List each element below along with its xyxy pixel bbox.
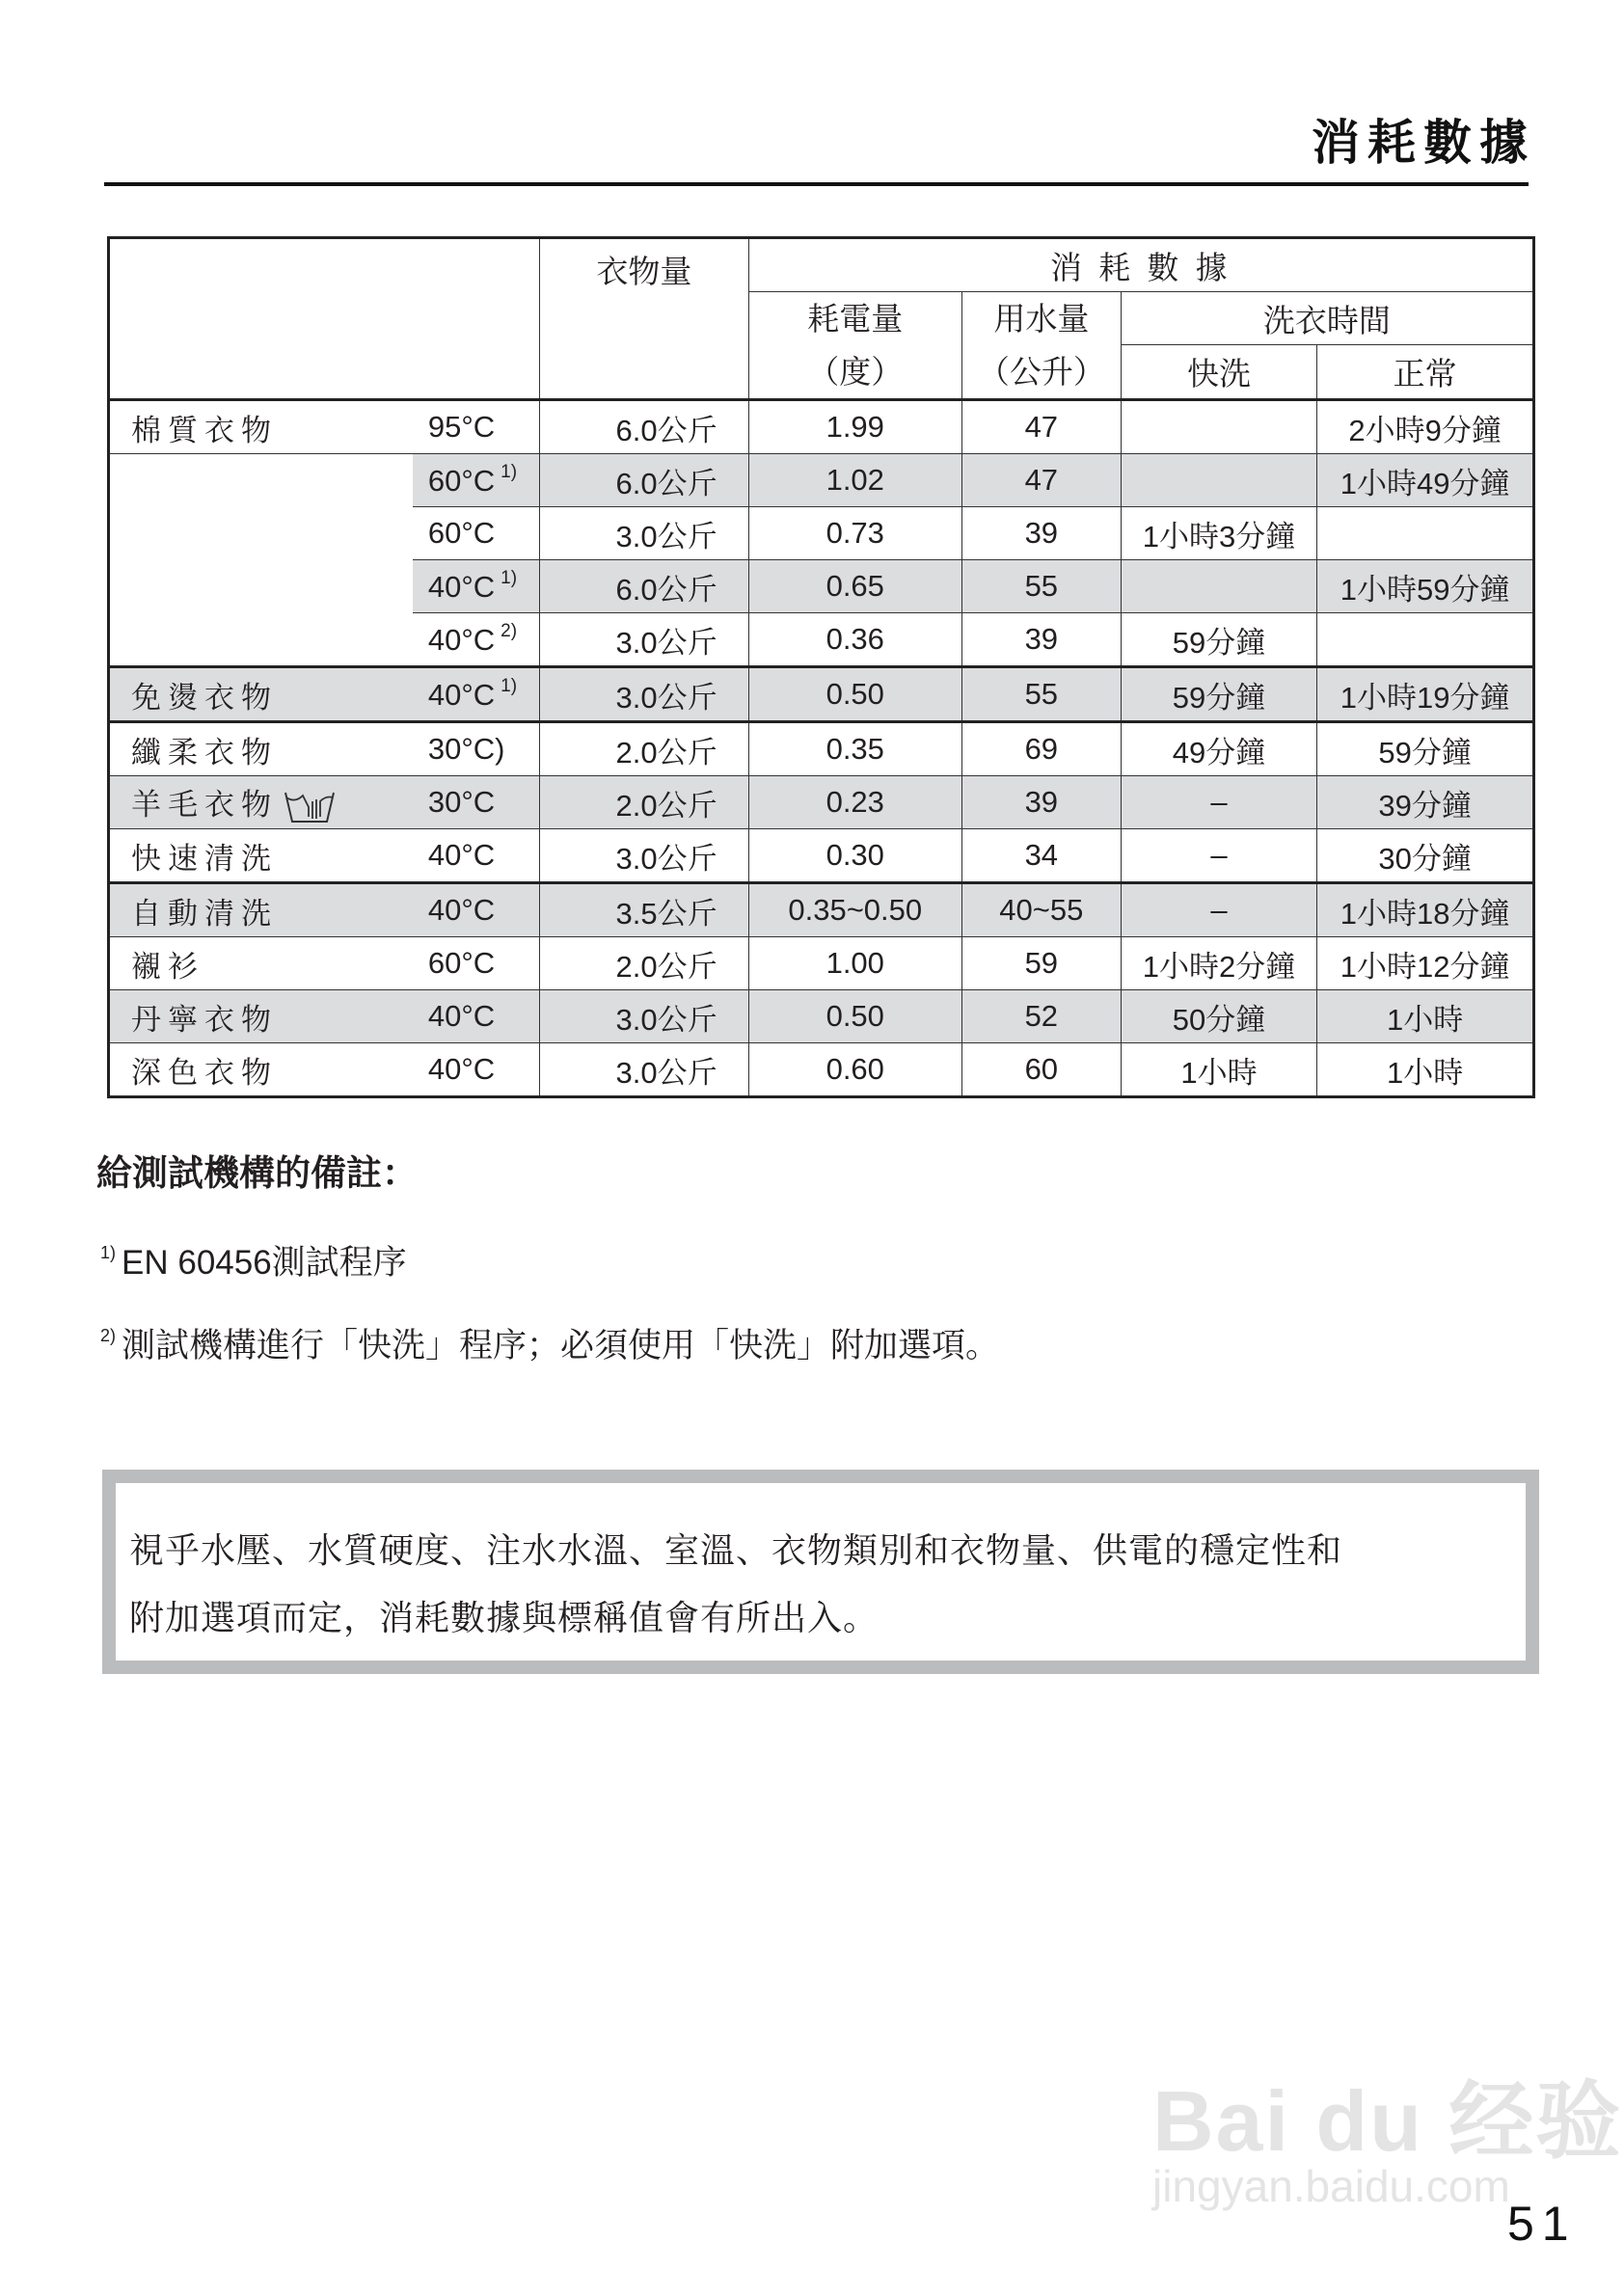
table-row xyxy=(109,400,1534,454)
temperature: 60°C $^{1)}$ xyxy=(413,454,540,507)
footnote-mark: 2) xyxy=(501,621,518,641)
normal-time xyxy=(1317,613,1534,667)
program-name: 纖柔衣物 xyxy=(109,722,413,776)
header-water xyxy=(961,292,1121,400)
hand-wash-icon xyxy=(284,790,336,824)
program-name: 襯衫 xyxy=(109,937,413,990)
baidu-watermark xyxy=(1152,2054,1623,2211)
quick-time: 1小時3分鐘 xyxy=(1121,507,1317,560)
header-energy xyxy=(748,292,961,400)
note-2-mark: 2) xyxy=(100,1326,117,1345)
quick-time: 59分鐘 xyxy=(1121,667,1317,722)
energy: 1.99 xyxy=(748,400,961,454)
temperature: 40°C xyxy=(413,1043,540,1097)
quick-time xyxy=(1121,454,1317,507)
load: 6.0公斤 xyxy=(540,454,748,507)
energy: 0.50 xyxy=(748,990,961,1043)
temperature: 40°C xyxy=(413,990,540,1043)
page-number: 51 xyxy=(1507,2197,1577,2251)
normal-time: 30分鐘 xyxy=(1317,829,1534,883)
header-normal: 正常 xyxy=(1317,345,1534,400)
program-name: 羊毛衣物 xyxy=(109,776,413,829)
footnote-mark: 1) xyxy=(501,462,518,482)
normal-time: 2小時9分鐘 xyxy=(1317,400,1534,454)
quick-time: – xyxy=(1121,883,1317,937)
program-name xyxy=(109,560,413,613)
temperature: 40°C xyxy=(413,829,540,883)
header-energy-unit: （度） xyxy=(807,354,904,390)
table-row xyxy=(109,1043,1534,1097)
program-name xyxy=(109,507,413,560)
load: 3.0公斤 xyxy=(540,667,748,722)
water: 39 xyxy=(961,776,1121,829)
energy: 0.60 xyxy=(748,1043,961,1097)
normal-time: 39分鐘 xyxy=(1317,776,1534,829)
table-row xyxy=(109,990,1534,1043)
normal-time: 1小時18分鐘 xyxy=(1317,883,1534,937)
temperature: 95°C xyxy=(413,400,540,454)
water: 34 xyxy=(961,829,1121,883)
energy: 0.36 xyxy=(748,613,961,667)
load: 6.0公斤 xyxy=(540,560,748,613)
header-water-unit: （公升） xyxy=(977,354,1105,390)
load: 3.5公斤 xyxy=(540,883,748,937)
footnote-mark: 1) xyxy=(501,568,518,588)
water: 39 xyxy=(961,507,1121,560)
water: 47 xyxy=(961,454,1121,507)
notes-heading: 給測試機構的備註： xyxy=(96,1153,418,1193)
watermark-logo: Bai du 经验 xyxy=(1152,2073,1623,2169)
normal-time: 1小時 xyxy=(1317,990,1534,1043)
table-row xyxy=(109,937,1534,990)
normal-time: 1小時 xyxy=(1317,1043,1534,1097)
load: 2.0公斤 xyxy=(540,776,748,829)
temperature: 40°C $^{1)}$ xyxy=(413,667,540,722)
energy: 1.02 xyxy=(748,454,961,507)
table-row xyxy=(109,667,1534,722)
program-name: 快速清洗 xyxy=(109,829,413,883)
water: 59 xyxy=(961,937,1121,990)
info-line-2: 附加選項而定，消耗數據與標稱值會有所出入。 xyxy=(129,1598,880,1637)
energy: 0.35~0.50 xyxy=(748,883,961,937)
temperature: 60°C xyxy=(413,507,540,560)
energy: 0.23 xyxy=(748,776,961,829)
quick-time: – xyxy=(1121,776,1317,829)
temperature: 60°C xyxy=(413,937,540,990)
quick-time: 1小時 xyxy=(1121,1043,1317,1097)
program-name: 免燙衣物 xyxy=(109,667,413,722)
normal-time xyxy=(1317,507,1534,560)
watermark-url: jingyan.baidu.com xyxy=(1152,2161,1510,2211)
consumption-table xyxy=(107,236,1535,1098)
program-name xyxy=(109,613,413,667)
note-2 xyxy=(100,1319,999,1367)
quick-time: – xyxy=(1121,829,1317,883)
quick-time: 50分鐘 xyxy=(1121,990,1317,1043)
note-1-mark: 1) xyxy=(100,1243,117,1262)
load: 6.0公斤 xyxy=(540,400,748,454)
normal-time: 59分鐘 xyxy=(1317,722,1534,776)
load: 3.0公斤 xyxy=(540,829,748,883)
quick-time: 59分鐘 xyxy=(1121,613,1317,667)
quick-time: 49分鐘 xyxy=(1121,722,1317,776)
normal-time: 1小時59分鐘 xyxy=(1317,560,1534,613)
water: 40~55 xyxy=(961,883,1121,937)
water: 52 xyxy=(961,990,1121,1043)
temperature: 30°C xyxy=(413,776,540,829)
normal-time: 1小時49分鐘 xyxy=(1317,454,1534,507)
temperature: 40°C xyxy=(413,883,540,937)
temperature: 30°C) xyxy=(413,722,540,776)
footnote-mark: 1) xyxy=(501,676,518,696)
load: 2.0公斤 xyxy=(540,937,748,990)
load: 3.0公斤 xyxy=(540,990,748,1043)
header-consumption: 消 耗 數 據 xyxy=(748,238,1533,292)
header-wash-time: 洗衣時間 xyxy=(1121,292,1533,345)
water: 60 xyxy=(961,1043,1121,1097)
header-quick: 快洗 xyxy=(1121,345,1317,400)
program-name: 棉質衣物 xyxy=(109,400,413,454)
normal-time: 1小時12分鐘 xyxy=(1317,937,1534,990)
load: 3.0公斤 xyxy=(540,507,748,560)
energy: 0.73 xyxy=(748,507,961,560)
program-name: 深色衣物 xyxy=(109,1043,413,1097)
water: 69 xyxy=(961,722,1121,776)
quick-time xyxy=(1121,560,1317,613)
energy: 0.50 xyxy=(748,667,961,722)
table-row xyxy=(109,613,1534,667)
table-row xyxy=(109,454,1534,507)
note-1 xyxy=(100,1236,407,1284)
table-row xyxy=(109,883,1534,937)
info-box xyxy=(102,1470,1539,1674)
energy: 0.65 xyxy=(748,560,961,613)
program-name xyxy=(109,454,413,507)
table-row xyxy=(109,560,1534,613)
energy: 0.30 xyxy=(748,829,961,883)
page-title: 消耗數據 xyxy=(1312,116,1535,170)
water: 39 xyxy=(961,613,1121,667)
water: 47 xyxy=(961,400,1121,454)
water: 55 xyxy=(961,667,1121,722)
water: 55 xyxy=(961,560,1121,613)
energy: 1.00 xyxy=(748,937,961,990)
header-empty-cell xyxy=(109,238,540,400)
header-energy-label: 耗電量 xyxy=(807,301,904,337)
note-1-text: EN 60456測試程序 xyxy=(122,1244,407,1282)
note-2-text: 測試機構進行「快洗」程序；必須使用「快洗」附加選項。 xyxy=(122,1327,1000,1364)
header-water-label: 用水量 xyxy=(993,301,1090,337)
load: 2.0公斤 xyxy=(540,722,748,776)
temperature: 40°C $^{1)}$ xyxy=(413,560,540,613)
info-line-1: 視乎水壓、水質硬度、注水水溫、室溫、衣物類別和衣物量、供電的穩定性和 xyxy=(129,1530,1343,1570)
program-name: 自動清洗 xyxy=(109,883,413,937)
normal-time: 1小時19分鐘 xyxy=(1317,667,1534,722)
temperature: 40°C $^{2)}$ xyxy=(413,613,540,667)
title-divider xyxy=(104,182,1529,186)
table-row xyxy=(109,722,1534,776)
program-name: 丹寧衣物 xyxy=(109,990,413,1043)
load: 3.0公斤 xyxy=(540,613,748,667)
table-row xyxy=(109,829,1534,883)
quick-time: 1小時2分鐘 xyxy=(1121,937,1317,990)
table-row xyxy=(109,507,1534,560)
load: 3.0公斤 xyxy=(540,1043,748,1097)
quick-time xyxy=(1121,400,1317,454)
header-load: 衣物量 xyxy=(540,238,748,400)
energy: 0.35 xyxy=(748,722,961,776)
table-row xyxy=(109,776,1534,829)
